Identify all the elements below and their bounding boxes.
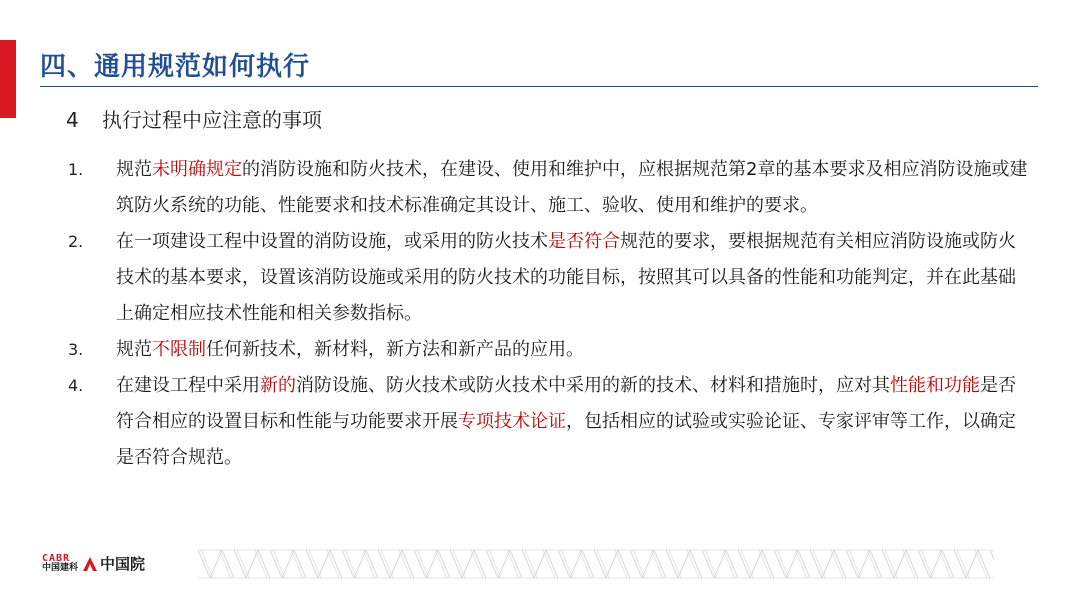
list-item [68, 332, 1028, 368]
footer-pattern [198, 546, 994, 582]
item-number: 2. [68, 232, 84, 251]
subtitle-text: 执行过程中应注意的事项 [102, 108, 322, 132]
highlighted-text: 未明确规定 [152, 159, 242, 180]
list-item [68, 224, 1028, 332]
item-text: 规范的要求，要根据规范有关相应消防设施或防火技术的基本要求，设置该消防设施或采用的防火技术的功能目标，按照其可以具备的性能和功能判定，并在此基础上确定相应技术性能和相关参数指标。 [116, 231, 1016, 324]
accent-bar [0, 40, 16, 118]
item-text: 是否符合相应的设置目标和性能与功能要求开展 [116, 375, 1016, 432]
item-text: ，包括相应的试验或实验论证、专家评审等工作，以确定是否符合规范。 [116, 411, 1016, 468]
item-text: 消防设施、防火技术或防火技术中采用的新的技术、材料和措施时，应对其 [296, 375, 890, 396]
title-divider [40, 86, 1038, 87]
highlighted-text: 专项技术论证 [458, 411, 566, 432]
list-item [68, 368, 1028, 476]
item-text: 在一项建设工程中设置的消防设施，或采用的防火技术 [116, 231, 548, 252]
list-item [68, 152, 1028, 224]
cabr-abbr: CABR [42, 553, 71, 564]
item-text: 规范 [116, 159, 152, 180]
cabr-cn-name: 中国建科 [42, 563, 79, 573]
notes-list [68, 152, 1028, 476]
highlighted-text: 性能和功能 [890, 375, 980, 396]
footer-logo [42, 553, 145, 574]
item-text: 任何新技术，新材料，新方法和新产品的应用。 [206, 339, 584, 360]
slide-title: 四、通用规范如何执行 [40, 52, 311, 82]
item-number: 4. [68, 376, 84, 395]
section-subtitle [66, 104, 322, 133]
highlighted-text: 新的 [260, 375, 296, 396]
subtitle-number: 4 [66, 108, 79, 132]
highlighted-text: 不限制 [152, 339, 206, 360]
triangle-a-icon [82, 556, 98, 572]
item-text: 规范 [116, 339, 152, 360]
institute-name: 中国院 [100, 555, 146, 573]
item-number: 1. [68, 160, 84, 179]
item-text: 在建设工程中采用 [116, 375, 260, 396]
highlighted-text: 是否符合 [548, 231, 620, 252]
item-text: 的消防设施和防火技术，在建设、使用和维护中，应根据规范第2章的基本要求及相应消防设施或建筑防火系统的功能、性能要求和技术标准确定其设计、施工、验收、使用和维护的要求。 [116, 159, 1028, 216]
cabr-logo [42, 554, 78, 573]
item-number: 3. [68, 340, 84, 359]
